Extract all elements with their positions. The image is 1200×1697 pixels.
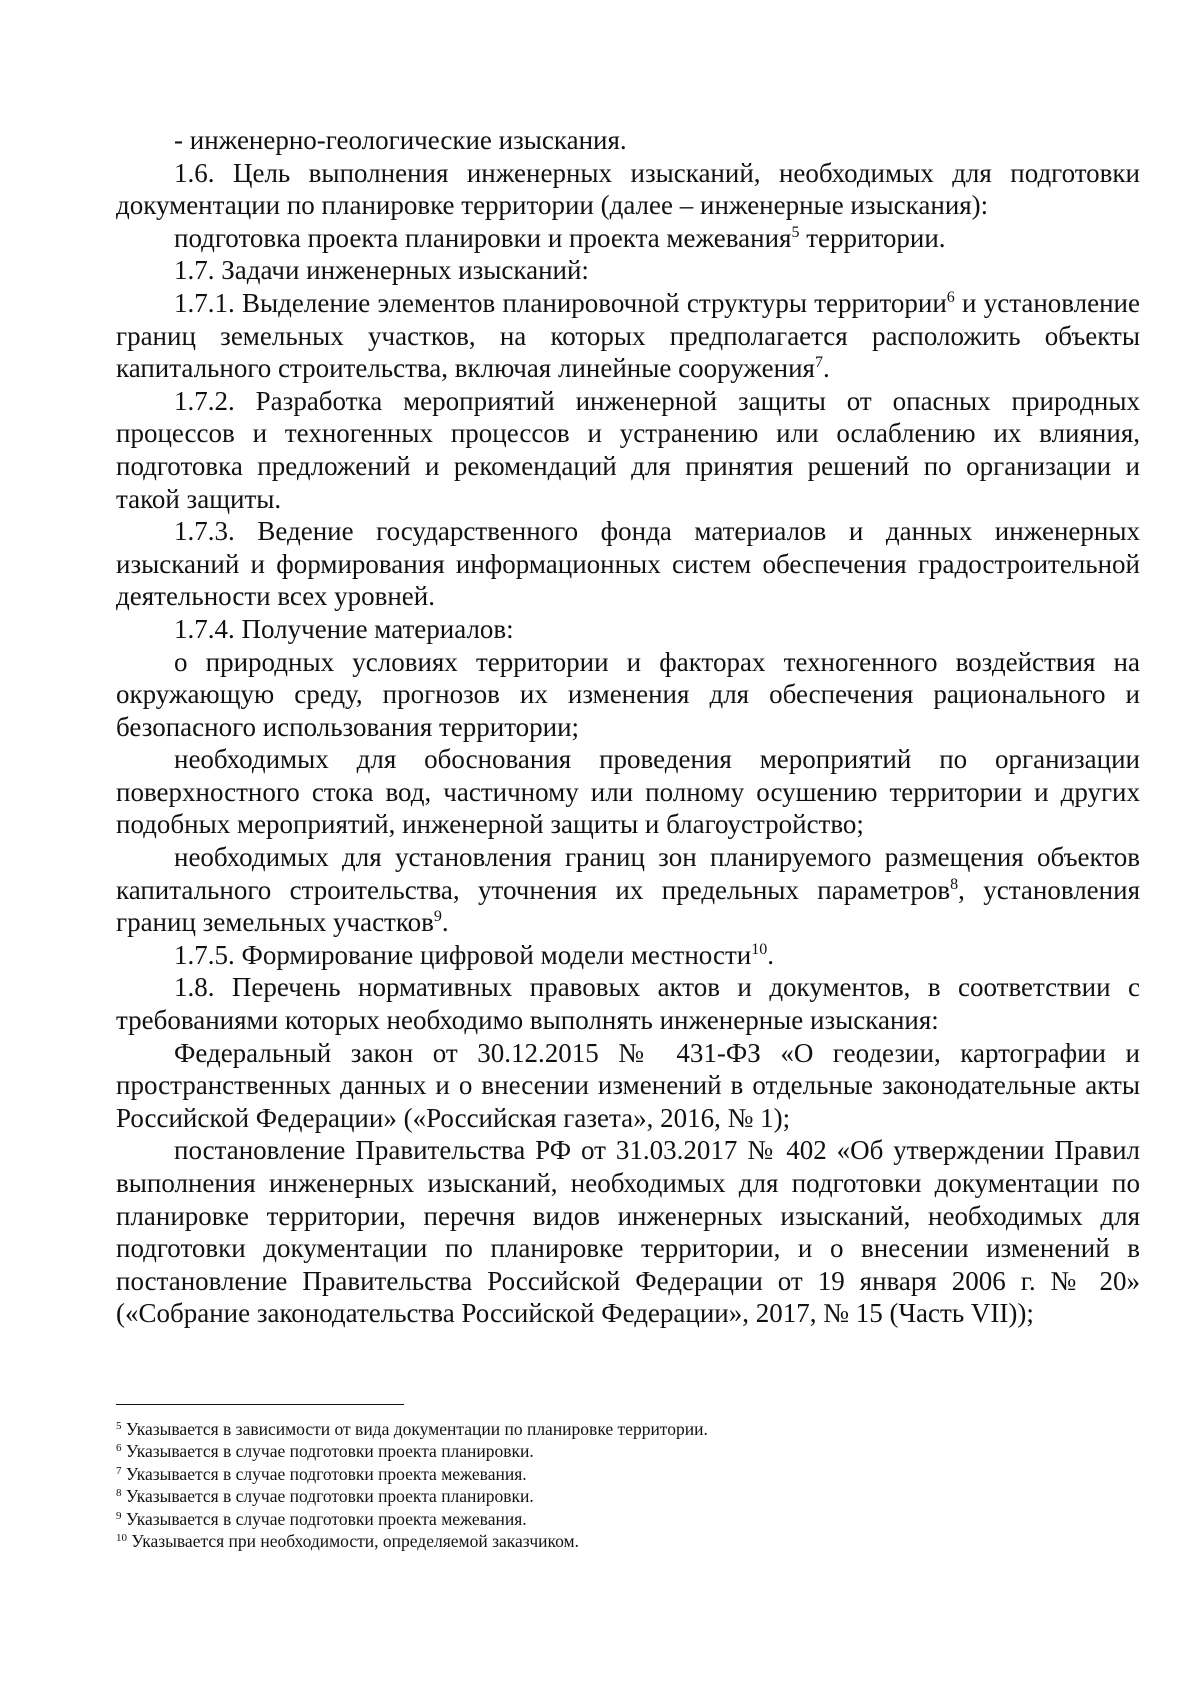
footnote-ref: 7 [814,354,823,372]
paragraph: - инженерно-геологические изыскания. [174,125,627,155]
footnote-ref: 6 [946,288,955,306]
paragraph: о природных условиях территории и факторах техногенного воздействия на окружающую среду, прогнозов их изменения для обеспечения рационального и безопасного использования территории; [116,646,1140,742]
paragraph: постановление Правительства РФ от 31.03.2017 № 402 «Об утверждении Правил выполнения инженерных изысканий, необходимых для подготовки документации по планировке территории, перечня видов инженерных изысканий, необходимых для подготовки документации по планировке территории, и о внесении изменений в постановление Правительства Российской Федерации от 19 января 2006 г. № 20» («Собрание законодательства Российской Федерации», 2017, № 15 (Часть VII)); [116,1135,1140,1329]
paragraph: 1.6. Цель выполнения инженерных изысканий, необходимых для подготовки документации по планировке территории (далее – инженерные изыскания): [116,157,1140,221]
paragraph: 1.7.3. Ведение государственного фонда материалов и данных инженерных изысканий и формирования информационных систем обеспечения градостроительной деятельности всех уровней. [116,516,1140,612]
paragraph: Федеральный закон от 30.12.2015 № 431-ФЗ «О геодезии, картографии и пространственных данных и о внесении изменений в отдельные законодательные акты Российской Федерации» («Российская газета», 2016, № 1); [116,1037,1140,1133]
paragraph: 1.8. Перечень нормативных правовых актов и документов, в соответствии с требованиями которых необходимо выполнять инженерные изыскания: [116,972,1140,1036]
footnote: $^8$ Указывается в случае подготовки проекта планировки. [116,1486,534,1507]
paragraph: 1.7.4. Получение материалов: [174,613,514,644]
footnotes [116,1418,1140,1552]
paragraph: подготовка проекта планировки и проекта межевания$^5$ территории. [174,222,946,253]
footnote: $^5$ Указывается в зависимости от вида документации по планировке территории. [116,1419,708,1439]
footnote-ref: 5 [791,223,800,241]
footnote: $^6$ Указывается в случае подготовки проекта планировки. [116,1441,534,1462]
paragraph: необходимых для обоснования проведения мероприятий по организации поверхностного стока вод, частичному или полному осушению территории и других подобных мероприятий, инженерной защиты и благоустройство; [116,744,1140,840]
footnote: $^9$ Указывается в случае подготовки проекта межевания. [116,1508,527,1529]
paragraph: 1.7.2. Разработка мероприятий инженерной защиты от опасных природных процессов и техногенных процессов и устранению или ослаблению их влияния, подготовка предложений и рекомендаций для принятия решений по организации и такой защиты. [116,385,1140,514]
footnote-ref: 8 [950,875,959,893]
footnote: $^{10}$ Указывается при необходимости, определяемой заказчиком. [116,1531,579,1552]
footnote-separator [116,1404,404,1405]
footnote: $^7$ Указывается в случае подготовки проекта межевания. [116,1463,527,1484]
paragraph: 1.7.5. Формирование цифровой модели местности$^{10}$. [174,939,774,970]
footnote-ref: 10 [751,940,768,958]
paragraph: 1.7.1. Выделение элементов планировочной структуры территории$^6$ и установление границ земельных участков, на которых предполагается расположить объекты капитального строительства, включая линейные сооружения$^7$. [116,287,1140,384]
paragraph: необходимых для установления границ зон планируемого размещения объектов капитального строительства, уточнения их предельных параметров$^8$, установления границ земельных участков$^9$. [116,842,1140,938]
paragraph: 1.7. Задачи инженерных изысканий: [174,255,589,286]
footnote-ref: 9 [433,908,442,926]
main-text [116,124,1140,1330]
